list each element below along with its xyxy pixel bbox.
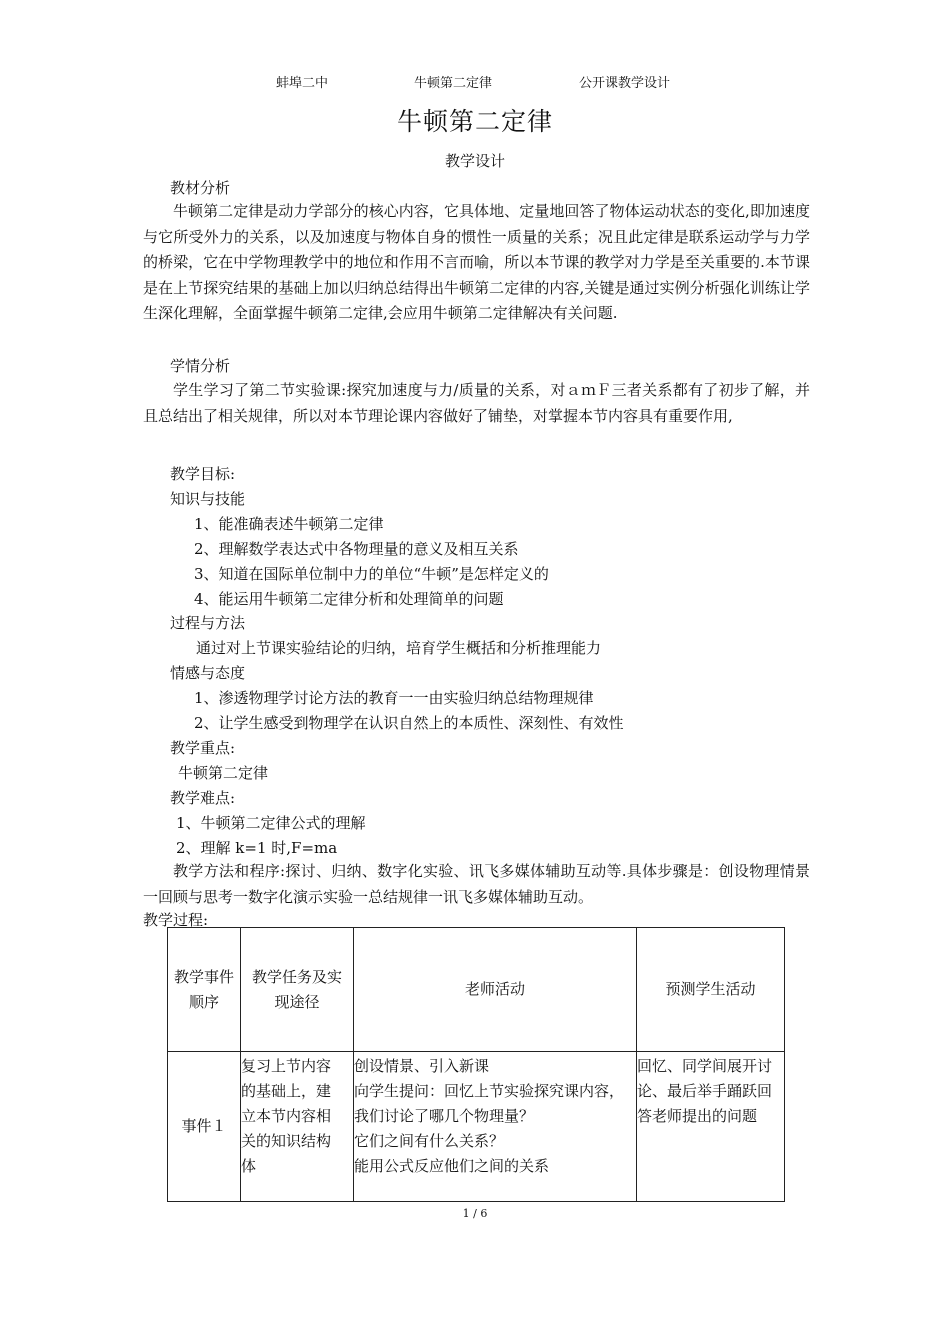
- material-analysis-body: 牛顿第二定律是动力学部分的核心内容，它具体地、定量地回答了物体运动状态的变化,即加速度与它所受外力的关系，以及加速度与物体自身的惯性一质量的关系；况且此定律是联系运动学与力学的桥梁，它在中学物理教学中的地位和作用不言而喻，所以本节课的教学对力学是至关重要的.本节课是在上节探究结果的基础上加以归纳总结得出牛顿第二定律的内容,关键是通过实例分析强化训练让学生深化理解，全面掌握牛顿第二定律,会应用牛顿第二定律解决有关问题.: [143, 202, 810, 323]
- page-number: 1 / 6: [462, 1207, 488, 1220]
- knowledge-item: 1、能准确表述牛顿第二定律: [194, 515, 384, 533]
- event-cell: 事件１: [168, 1052, 241, 1202]
- emotion-item: 2、让学生感受到物理学在认识自然上的本质性、深刻性、有效性: [194, 714, 624, 732]
- column-header-teacher: 老师活动: [354, 928, 637, 1052]
- document-title: 牛顿第二定律: [396, 107, 553, 136]
- knowledge-item: 2、理解数学表达式中各物理量的意义及相互关系: [194, 540, 519, 558]
- table-header-row: [168, 928, 785, 1052]
- process-heading: 教学过程:: [143, 911, 209, 929]
- teacher-line: 创设情景、引入新课: [354, 1057, 490, 1075]
- goals-heading: 教学目标:: [170, 465, 236, 483]
- difficulty-item: 2、理解 k=1 时,F=ma: [176, 839, 338, 857]
- key-points-text: 牛顿第二定律: [178, 764, 269, 782]
- task-cell: 复习上节内容的基础上，建立本节内容相关的知识结构体: [241, 1057, 332, 1175]
- teacher-line: 向学生提问：回忆上节实验探究课内容，我们讨论了哪几个物理量？: [354, 1082, 625, 1125]
- teacher-line: 它们之间有什么关系？: [354, 1132, 505, 1150]
- header-school: 蚌埠二中: [276, 76, 329, 91]
- emotion-heading: 情感与态度: [170, 664, 246, 682]
- process-method-heading: 过程与方法: [170, 614, 246, 632]
- student-analysis-body: 学生学习了第二节实验课:探究加速度与力/质量的关系，对ａｍＦ三者关系都有了初步了解，并且总结出了相关规律，所以对本节理论课内容做好了铺垫，对掌握本节内容具有重要作用,: [143, 381, 810, 425]
- column-header-student: 预测学生活动: [637, 928, 785, 1052]
- process-table: [167, 927, 785, 1202]
- knowledge-heading: 知识与技能: [170, 490, 246, 508]
- material-analysis-heading: 教材分析: [170, 179, 231, 197]
- header-type: 公开课教学设计: [579, 76, 671, 91]
- emotion-item: 1、渗透物理学讨论方法的教育一一由实验归纳总结物理规律: [194, 689, 594, 707]
- student-analysis-heading: 学情分析: [170, 357, 231, 375]
- process-method-text: 通过对上节课实验结论的归纳，培育学生概括和分析推理能力: [196, 639, 602, 657]
- knowledge-item: 3、知道在国际单位制中力的单位“牛顿”是怎样定义的: [194, 565, 549, 583]
- column-header-order: 教学事件顺序: [173, 967, 234, 1011]
- student-cell: 回忆、同学间展开讨论、最后举手踊跃回答老师提出的问题: [637, 1057, 773, 1125]
- column-header-task: 教学任务及实现途径: [251, 967, 342, 1011]
- document-subtitle: 教学设计: [444, 152, 505, 170]
- teacher-line: 能用公式反应他们之间的关系: [354, 1157, 550, 1175]
- table-row: [168, 1052, 785, 1202]
- header-topic: 牛顿第二定律: [414, 76, 493, 91]
- difficulty-item: 1、牛顿第二定律公式的理解: [176, 814, 366, 832]
- difficulties-heading: 教学难点:: [170, 789, 236, 807]
- key-points-heading: 教学重点:: [170, 739, 236, 757]
- method-body: 教学方法和程序:探讨、归纳、数字化实验、讯飞多媒体辅助互动等.具体步骤是：创设物理情景一回顾与思考一数字化演示实验一总结规律一讯飞多媒体辅助互动。: [143, 862, 810, 906]
- knowledge-item: 4、能运用牛顿第二定律分析和处理简单的问题: [194, 590, 504, 608]
